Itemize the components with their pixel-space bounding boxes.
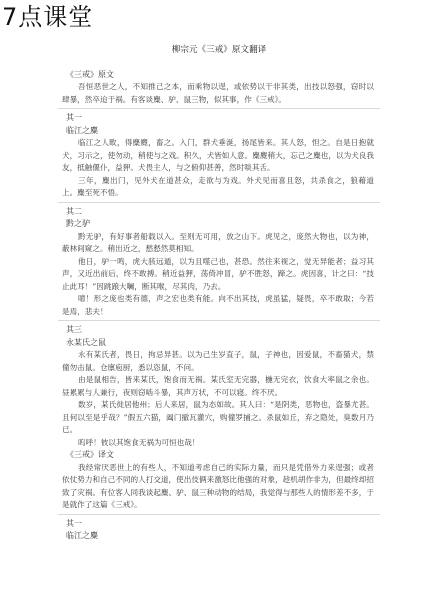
- section-heading: 《三戒》原文: [66, 69, 114, 79]
- subsection-label: 其一: [66, 518, 82, 528]
- document-page: [58, 38, 380, 598]
- paragraph: 吾恒恶世之人，不知推己之本，而乘物以逞，或依势以干非其类，出技以怒强，窃时以肆暴，然卒迨于祸。有客谈麋、驴、鼠三物，似其事，作《三戒》。: [62, 82, 374, 104]
- subsection-label: 其三: [66, 325, 82, 334]
- paragraph: 数岁，某氏徙居他州；后人来居，鼠为态如故。其人曰：“是阴类，恶物也，盗暴尤甚。且何以至是乎哉？”假五六猫，阖门撤瓦灌穴，购僮罗捕之。杀鼠如丘，弃之隐处，臭数月乃已。: [62, 400, 374, 434]
- page-title: 7点课堂: [2, 3, 94, 31]
- section-heading: 永某氏之鼠: [66, 337, 106, 347]
- section-heading: 临江之麋: [66, 125, 98, 135]
- section-divider: [58, 108, 380, 109]
- paragraph: 黔无驴，有好事者船载以入。至则无可用，放之山下。虎见之，庞然大物也，以为神，蔽林间窥之。稍出近之，慭慭然莫相知。: [62, 231, 374, 253]
- section-divider: [58, 320, 380, 321]
- paragraph: 我经常厌恶世上的有些人，不知道考虑自己的实际力量，而只是凭借外力来逞强；或者依仗势力和自己不同的人打交道，使出伎俩来激怒比他强的对象，趁机胡作非为，但最终却招致了灾祸。有位客人同我谈起麋、驴、鼠三种动物的结局，我觉得与那些人的情形差不多，于是就作了这篇《三戒》。: [62, 462, 374, 509]
- paragraph: 由是鼠相告，皆来某氏，饱食而无祸。某氏室无完器，椸无完衣，饮食大率鼠之余也。昼累累与人兼行，夜则窃啮斗暴，其声万状，不可以寝。终不厌。: [62, 375, 374, 397]
- section-heading: 临江之麋: [66, 531, 98, 540]
- section-heading: 黔之驴: [66, 219, 90, 228]
- paragraph: 三年，麋出门，见外犬在道甚众，走欲与为戏。外犬见而喜且怒，共杀食之，狼藉道上。麋至死不悟。: [62, 175, 374, 197]
- paragraph: 噫！形之庞也类有德，声之宏也类有能。向不出其技，虎虽猛，疑畏，卒不敢取；今若是焉，悲夫！: [62, 294, 374, 316]
- document-title: 柳宗元《三戒》原文翻译: [171, 45, 267, 55]
- subsection-label: 其二: [66, 206, 82, 216]
- paragraph: 呜呼！彼以其饱食无祸为可恒也哉！: [78, 437, 200, 447]
- subsection-label: 其一: [66, 113, 82, 122]
- section-heading: 《三戒》译文: [66, 450, 114, 459]
- section-divider: [58, 202, 380, 203]
- paragraph: 永有某氏者，畏日，拘忌异甚。以为己生岁直子，鼠，子神也，因爱鼠，不畜猫犬，禁僮勿击鼠。仓廪庖厨，悉以恣鼠，不问。: [62, 350, 374, 372]
- paragraph: 他日，驴一鸣，虎大骇远遁，以为且噬己也，甚恐。然往来视之，觉无异能者；益习其声，又近出前后，终不敢搏。稍近益狎，荡倚冲冒，驴不胜怒，蹄之。虎因喜，计之曰：“技止此耳！”因跳踉大㘎，断其喉，尽其肉，乃去。: [62, 256, 374, 291]
- paragraph: 临江之人畋，得麋麑，畜之。入门，群犬垂涎，扬尾皆来。其人怒，怛之。自是日抱就犬，习示之，使勿动，稍使与之戏。积久，犬皆如人意。麋麑稍大，忘己之麋也，以为犬良我友，抵触偃仆，益狎。犬畏主人，与之俯仰甚善，然时啖其舌。: [62, 138, 374, 172]
- section-divider: [58, 514, 380, 515]
- document-body: [58, 69, 380, 543]
